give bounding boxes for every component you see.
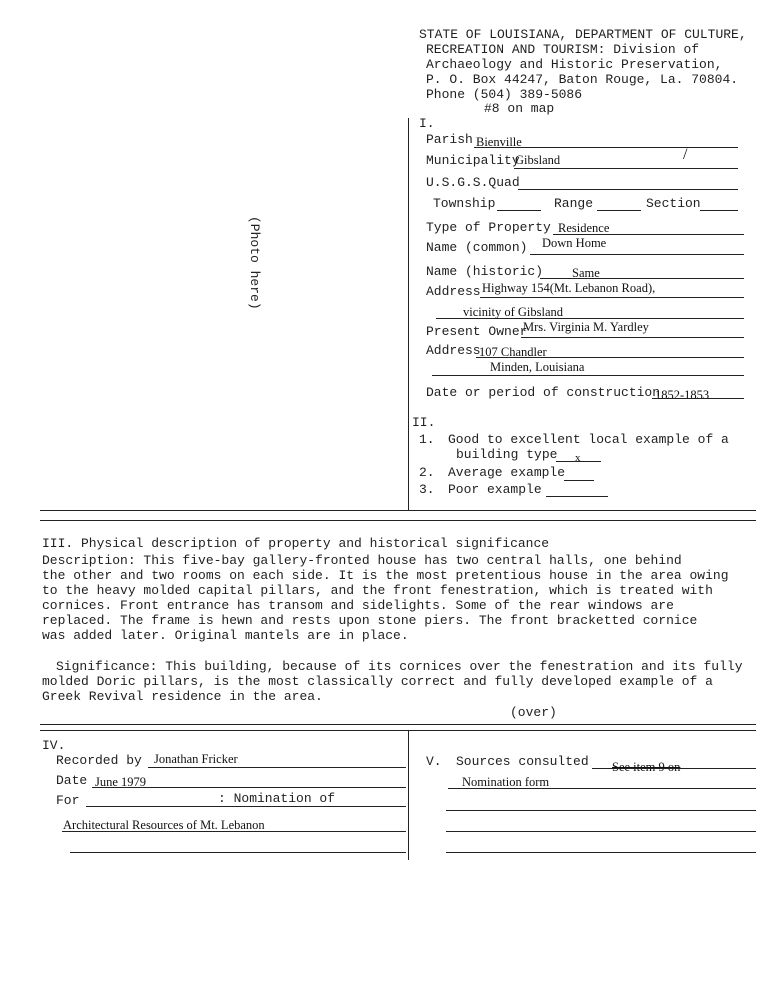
sources-line-5 xyxy=(446,852,756,853)
name-common-line xyxy=(530,254,744,255)
item-2-number: 2. xyxy=(419,465,435,480)
divider-bottom-1 xyxy=(40,724,756,725)
range-line xyxy=(597,210,641,211)
name-historic-value: Same xyxy=(572,266,600,280)
header-line-3: Archaeology and Historic Preservation, xyxy=(426,57,723,72)
usgs-line xyxy=(518,189,738,190)
owner-line xyxy=(521,337,744,338)
sources-line-1 xyxy=(592,768,756,769)
check-mark: / xyxy=(683,146,688,163)
parish-line xyxy=(474,147,738,148)
item-1-mark: x xyxy=(575,452,581,464)
name-common-label: Name (common) xyxy=(426,240,528,255)
construction-date-label: Date or period of construction xyxy=(426,385,661,400)
property-type-label: Type of Property xyxy=(426,220,551,235)
for-line-2 xyxy=(62,831,406,832)
recorded-by-label: Recorded by xyxy=(56,753,142,768)
address-value-1: Highway 154(Mt. Lebanon Road), xyxy=(482,281,656,295)
significance-line: Greek Revival residence in the area. xyxy=(42,689,323,704)
section-4-heading: IV. xyxy=(42,738,66,753)
section-line xyxy=(700,210,738,211)
item-1-text-b: building type xyxy=(456,447,558,462)
owner-address-line-2 xyxy=(432,375,744,376)
construction-date-line xyxy=(652,398,744,399)
for-line xyxy=(86,806,406,807)
divider-top-1 xyxy=(40,510,756,511)
significance-line: Significance: This building, because of its cornices over the fenestration and its fully xyxy=(56,659,743,674)
owner-address-value-2: Minden, Louisiana xyxy=(490,360,585,374)
sources-value-1: See item 9 on xyxy=(612,760,681,774)
description-line: to the heavy molded capital pillars, and the front fenestration, which is treated with xyxy=(42,583,713,598)
address-line-2 xyxy=(436,318,744,319)
for-value-2: Architectural Resources of Mt. Lebanon xyxy=(63,818,265,832)
name-historic-line xyxy=(540,278,744,279)
item-2-line xyxy=(564,480,594,481)
recorded-by-value: Jonathan Fricker xyxy=(154,752,238,766)
section-label: Section xyxy=(646,196,701,211)
municipality-label: Municipality xyxy=(426,153,520,168)
property-type-line xyxy=(553,234,744,235)
owner-value: Mrs. Virginia M. Yardley xyxy=(523,320,649,334)
section-3-heading: III. Physical description of property and historical significance xyxy=(42,536,550,551)
owner-label: Present Owner xyxy=(426,324,528,339)
item-1-text-a: Good to excellent local example of a xyxy=(448,432,729,447)
sources-label: Sources consulted xyxy=(456,754,589,769)
item-2-text: Average example xyxy=(448,465,566,480)
item-1-number: 1. xyxy=(419,432,435,447)
construction-date-value: 1852-1853 xyxy=(655,388,710,402)
township-label: Township xyxy=(433,196,496,211)
owner-address-label: Address xyxy=(426,343,481,358)
header-line-1: STATE OF LOUISIANA, DEPARTMENT OF CULTURE, xyxy=(419,27,747,42)
range-label: Range xyxy=(554,196,594,211)
municipality-value: Gibsland xyxy=(515,153,561,167)
sources-line-3 xyxy=(446,810,756,811)
significance-line: molded Doric pillars, is the most classically correct and fully developed example of a xyxy=(42,674,713,689)
map-note: #8 on map xyxy=(484,101,555,116)
for-line-3 xyxy=(70,852,406,853)
description-line: cornices. Front entrance has transom and sidelights. Some of the rear windows are xyxy=(42,598,674,613)
section-5-heading: V. xyxy=(426,754,442,769)
date-label: Date xyxy=(56,773,88,788)
divider-bottom-2 xyxy=(40,730,756,731)
municipality-line xyxy=(514,168,738,169)
section-2-heading: II. xyxy=(412,415,436,430)
over-note: (over) xyxy=(510,705,557,720)
sources-value-2: Nomination form xyxy=(462,775,550,789)
date-value: June 1979 xyxy=(95,775,147,789)
parish-label: Parish xyxy=(426,132,473,147)
photo-placeholder: (Photo here) xyxy=(247,216,262,310)
owner-address-value-1: 107 Chandler xyxy=(479,345,547,359)
divider-top-2 xyxy=(40,520,756,521)
name-common-value: Down Home xyxy=(542,236,607,250)
section-1-heading: I. xyxy=(419,116,435,131)
column-divider xyxy=(408,118,409,510)
for-value: : Nomination of xyxy=(218,791,336,806)
bottom-column-divider xyxy=(408,730,409,860)
sources-line-4 xyxy=(446,831,756,832)
owner-address-line-1 xyxy=(476,357,744,358)
for-label: For xyxy=(56,793,80,808)
address-line-1 xyxy=(480,297,744,298)
township-line xyxy=(497,210,541,211)
header-line-2: RECREATION AND TOURISM: Division of xyxy=(426,42,700,57)
description-line: replaced. The frame is hewn and rests upon stone piers. The front bracketted cornice xyxy=(42,613,698,628)
header-line-5: Phone (504) 389-5086 xyxy=(426,87,583,102)
usgs-label: U.S.G.S.Quad xyxy=(426,175,520,190)
recorded-by-line xyxy=(148,767,406,768)
property-type-value: Residence xyxy=(558,221,610,235)
description-line: Description: This five-bay gallery-fronted house has two central halls, one behind xyxy=(42,553,682,568)
item-3-text: Poor example xyxy=(448,482,542,497)
parish-value: Bienville xyxy=(476,135,522,149)
item-1-line xyxy=(556,461,601,462)
header-line-4: P. O. Box 44247, Baton Rouge, La. 70804. xyxy=(426,72,739,87)
item-3-line xyxy=(546,496,608,497)
address-value-2: vicinity of Gibsland xyxy=(463,305,563,319)
address-label: Address xyxy=(426,284,481,299)
date-line xyxy=(92,787,406,788)
sources-line-2 xyxy=(448,788,756,789)
description-line: the other and two rooms on each side. It is the most pretentious house in the area owing xyxy=(42,568,729,583)
item-3-number: 3. xyxy=(419,482,435,497)
name-historic-label: Name (historic) xyxy=(426,264,544,279)
description-line: was added later. Original mantels are in place. xyxy=(42,628,409,643)
